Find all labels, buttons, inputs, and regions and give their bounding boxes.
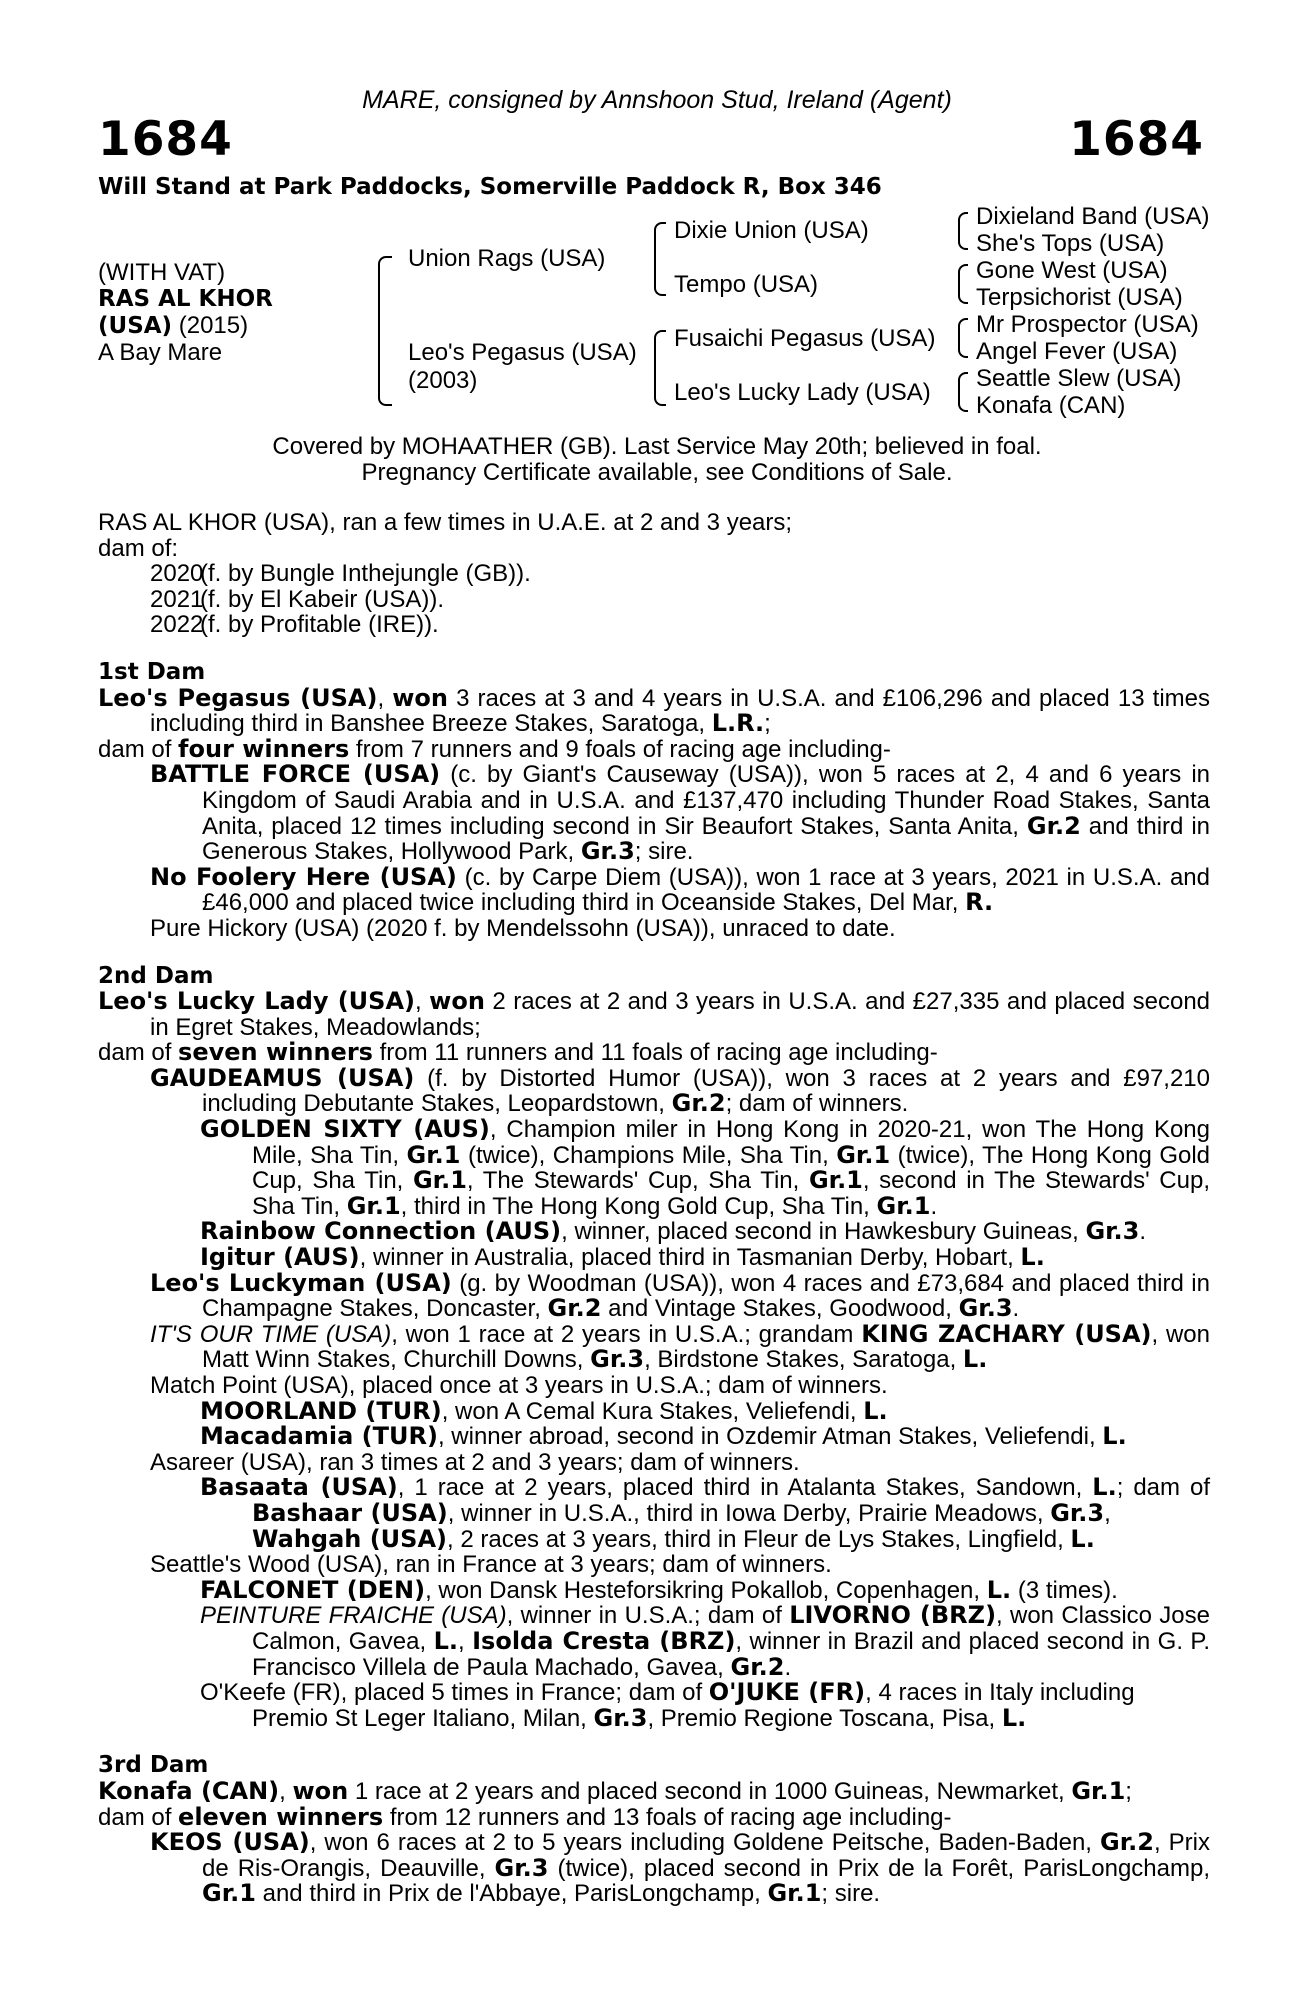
progeny-text: (twice), placed second in Prix de la Forêt, ParisLongchamp,	[548, 1854, 1210, 1882]
pedigree-dds: Seattle Slew (USA)	[976, 365, 1182, 392]
progeny-text: , Birdstone Stakes, Saratoga,	[644, 1346, 963, 1374]
grade: L.	[863, 1396, 888, 1425]
brace-gen3-2	[958, 264, 968, 304]
progeny-text: , 2 races at 3 years, third in Fleur de Lys Stakes, Lingfield,	[447, 1525, 1071, 1553]
progeny-text: .	[1139, 1218, 1147, 1246]
brace-gen2-top	[654, 222, 666, 296]
grade: Gr.1	[808, 1166, 863, 1195]
progeny-name: Leo's Luckyman (USA)	[150, 1268, 452, 1297]
grand-progeny-entry	[98, 1575, 1210, 1604]
third-dam-entry: Konafa (CAN), won 1 race at 2 years and placed second in 1000 Guineas, Newmarket, Gr.1;	[98, 1776, 1132, 1805]
dam-name: Konafa (CAN)	[98, 1776, 280, 1805]
second-dam-heading: 2nd Dam	[98, 962, 214, 989]
progeny-text: , 1 race at 2 years, placed third in Atalanta Stakes, Sandown,	[397, 1474, 1093, 1502]
progeny-text: , winner in U.S.A., third in Iowa Derby, Prairie Meadows,	[447, 1499, 1051, 1527]
progeny-name: KING ZACHARY (USA)	[861, 1319, 1152, 1348]
progeny-text: , winner in Australia, placed third in Tasmanian Derby, Hobart,	[359, 1244, 1021, 1272]
brace-gen3-1	[958, 212, 968, 250]
grand-progeny-entry	[98, 1524, 1210, 1553]
grade: Gr.1	[767, 1879, 822, 1908]
progeny-entry	[98, 1063, 1211, 1118]
horse-description: A Bay Mare	[98, 339, 223, 366]
progeny-name: Bashaar (USA)	[252, 1498, 448, 1527]
progeny-text: , won 1 race at 2 years in U.S.A.; grandam	[391, 1320, 862, 1348]
progeny-text: , Prix de Ris-Orangis, Deauville,	[202, 1829, 1210, 1882]
progeny-name: KEOS (USA)	[150, 1828, 310, 1857]
progeny-name: LIVORNO (BRZ)	[789, 1601, 997, 1630]
progeny-entry	[98, 1268, 1210, 1323]
progeny-text: ,	[458, 1627, 473, 1655]
progeny-text: and third in Prix de l'Abbaye, ParisLongchamp,	[255, 1880, 768, 1908]
progeny-text: , Premio Regione Toscana, Pisa,	[647, 1704, 1002, 1732]
progeny-entry: Seattle's Wood (USA), ran in France at 3 years; dam of winners.	[150, 1551, 832, 1579]
progeny-text: and third in Generous Stakes, Hollywood Park,	[202, 812, 1210, 866]
grand-progeny-entry	[98, 1245, 1210, 1271]
pedigree-sire-sire: Dixie Union (USA)	[674, 217, 869, 244]
progeny-text: (twice), The Hong Kong Gold Cup, Sha Tin,	[252, 1141, 1211, 1195]
grade: Gr.1	[202, 1879, 256, 1908]
grade: Gr.1	[836, 1140, 891, 1169]
progeny-text: , Champion miler in Hong Kong in 2020-21, won The Hong Kong Mile, Sha Tin,	[252, 1116, 1210, 1169]
third-dam-damof	[98, 1802, 1210, 1831]
grand-progeny-entry	[98, 1117, 1210, 1219]
progeny-name: Isolda Cresta (BRZ)	[472, 1626, 736, 1655]
progeny-text: , winner, placed second in Hawkesbury Guineas,	[561, 1218, 1086, 1246]
grade: L.	[1070, 1524, 1095, 1553]
pedigree-dam-year: (2003)	[408, 367, 478, 394]
won-label: won	[392, 683, 448, 712]
brace-gen1	[378, 256, 392, 406]
progeny-entry: Match Point (USA), placed once at 3 years in U.S.A.; dam of winners.	[150, 1372, 888, 1399]
damof-text: from 7 runners and 9 foals of racing age including-	[349, 735, 891, 763]
progeny-entry	[98, 862, 1210, 917]
grade: Gr.2	[730, 1652, 785, 1681]
grade: Gr.2	[1026, 811, 1081, 840]
progeny-name: GAUDEAMUS (USA)	[150, 1063, 415, 1092]
covering-line-2: Pregnancy Certificate available, see Conditions of Sale.	[361, 459, 953, 486]
grade: Gr.3	[958, 1294, 1013, 1323]
pedigree-dam: Leo's Pegasus (USA)	[408, 339, 637, 366]
foal-row	[98, 587, 1210, 613]
grade: Gr.1	[412, 1166, 467, 1195]
progeny-text: , won A Cemal Kura Stakes, Veliefendi,	[441, 1397, 864, 1425]
progeny-name: Wahgah (USA)	[252, 1524, 447, 1553]
progeny-text: , won Classico Jose Calmon, Gavea,	[252, 1602, 1211, 1655]
third-dam-heading: 3rd Dam	[98, 1752, 209, 1779]
produce-record	[98, 510, 1210, 1907]
progeny-text: (3 times).	[1011, 1576, 1118, 1604]
damof-text: from 12 runners and 13 foals of racing age including-	[383, 1803, 952, 1831]
grade: L.	[1092, 1473, 1117, 1502]
grade: Gr.1	[1071, 1776, 1126, 1805]
horse-country: (USA)	[98, 313, 173, 339]
grade: Gr.2	[547, 1294, 602, 1323]
covering-note	[0, 434, 1314, 486]
progeny-text: (g. by Woodman (USA)), won 4 races and £73,684 and placed third in Champagne Stakes, Doncaster,	[202, 1269, 1210, 1323]
progeny-text: ; sire.	[821, 1880, 881, 1908]
progeny-text: , second in The Stewards' Cup, Sha Tin,	[252, 1167, 1210, 1220]
progeny-text: , won Dansk Hesteforsikring Pokallob, Copenhagen,	[425, 1576, 987, 1604]
progeny-text: ; sire.	[634, 838, 694, 866]
progeny-name: BATTLE FORCE (USA)	[150, 760, 441, 789]
first-dam-entry: Leo's Pegasus (USA), won 3 races at 3 and 4 years in U.S.A. and £106,296 and placed 13 times including third in Banshee Breeze Stakes, Saratoga, L.R.;	[98, 683, 1210, 738]
progeny-text: , 4 races in Italy including Premio St Leger Italiano, Milan,	[252, 1679, 1135, 1732]
progeny-text: .	[1012, 1295, 1020, 1323]
grade: L.	[962, 1345, 988, 1374]
grade: Gr.3	[494, 1853, 549, 1882]
winners-count: seven winners	[178, 1038, 373, 1067]
grade: Gr.3	[590, 1345, 645, 1374]
dam-text: ;	[764, 710, 771, 738]
progeny-name: Basaata (USA)	[200, 1473, 398, 1502]
progeny-entry	[98, 762, 1210, 864]
stand-location: Will Stand at Park Paddocks, Somerville Paddock R, Box 346	[98, 174, 882, 200]
dam-text: 1 race at 2 years and placed second in 1000 Guineas, Newmarket,	[348, 1777, 1072, 1805]
pedigree-ddd: Konafa (CAN)	[976, 392, 1126, 419]
grand-progeny-entry	[98, 1603, 1210, 1680]
grade: L.	[986, 1575, 1012, 1604]
progeny-text: , The Stewards' Cup, Sha Tin,	[466, 1167, 809, 1195]
record-dam-of: dam of:	[98, 534, 179, 562]
progeny-entry	[98, 1319, 1210, 1374]
progeny-text: ,	[1104, 1499, 1111, 1527]
foal-text: (f. by El Kabeir (USA)).	[200, 585, 445, 613]
record-intro: RAS AL KHOR (USA), ran a few times in U.A.E. at 2 and 3 years;	[98, 509, 793, 536]
damof-text: dam of	[98, 1803, 179, 1831]
progeny-name: Igitur (AUS)	[200, 1243, 360, 1272]
foal-row	[98, 612, 1210, 638]
vat-note: (WITH VAT)	[98, 259, 226, 286]
grade: Gr.2	[1100, 1828, 1154, 1857]
pedigree-dss: Mr Prospector (USA)	[976, 311, 1199, 338]
pedigree-sss: Dixieland Band (USA)	[976, 203, 1210, 230]
progeny-name: O'JUKE (FR)	[708, 1678, 866, 1707]
grade: Gr.3	[1085, 1217, 1140, 1246]
grand-progeny-entry	[98, 1475, 1210, 1526]
progeny-entry	[98, 1830, 1210, 1907]
lot-number-right: 1684	[1069, 112, 1204, 167]
foal-text: (f. by Profitable (IRE)).	[200, 611, 439, 639]
damof-text: dam of	[98, 735, 179, 763]
grade: L.R.	[711, 709, 765, 738]
progeny-name: Rainbow Connection (AUS)	[200, 1217, 562, 1246]
grade: R.	[965, 888, 994, 917]
progeny-name: GOLDEN SIXTY (AUS)	[200, 1115, 490, 1144]
dam-text: ;	[1125, 1777, 1132, 1805]
progeny-text: O'Keefe (FR), placed 5 times in France; dam of	[200, 1679, 709, 1707]
progeny-name: Macadamia (TUR)	[200, 1422, 438, 1451]
progeny-text: ; dam of winners.	[725, 1090, 909, 1118]
pedigree-ssd: She's Tops (USA)	[976, 230, 1165, 257]
progeny-name: MOORLAND (TUR)	[200, 1396, 442, 1425]
brace-gen3-3	[958, 318, 968, 358]
progeny-text: ; dam of	[1116, 1474, 1210, 1502]
progeny-name: FALCONET (DEN)	[200, 1575, 426, 1604]
pedigree-sdd: Terpsichorist (USA)	[976, 284, 1183, 311]
horse-origin-year	[98, 313, 248, 339]
dam-name: Leo's Pegasus (USA)	[98, 683, 378, 712]
second-dam-entry: Leo's Lucky Lady (USA), won 2 races at 2 and 3 years in U.S.A. and £27,335 and placed second in Egret Stakes, Meadowlands;	[98, 987, 1211, 1041]
grade: Gr.1	[346, 1191, 401, 1220]
grand-progeny-entry	[98, 1396, 1210, 1425]
won-label: won	[429, 987, 485, 1016]
foal-year: 2020	[150, 560, 204, 588]
consignment-line: MARE, consigned by Annshoon Stud, Ireland (Agent)	[362, 86, 952, 114]
second-dam-damof	[98, 1040, 1210, 1066]
progeny-text: (f. by Distorted Humor (USA)), won 3 races at 2 years and £97,210 including Debutante Stakes, Leopardstown,	[202, 1064, 1211, 1118]
pedigree-sire-dam: Tempo (USA)	[674, 271, 819, 298]
damof-text: dam of	[98, 1039, 179, 1067]
lot-number-left: 1684	[98, 112, 233, 167]
progeny-text: , won Matt Winn Stakes, Churchill Downs,	[202, 1320, 1210, 1374]
damof-text: from 11 runners and 11 foals of racing age including-	[372, 1039, 938, 1067]
progeny-text: , winner in Brazil and placed second in G. P. Francisco Villela de Paula Machado, Gavea,	[252, 1627, 1210, 1681]
progeny-text: .	[784, 1653, 792, 1681]
grand-progeny-entry	[98, 1424, 1210, 1450]
dam-text: 2 races at 2 and 3 years in U.S.A. and £27,335 and placed second in Egret Stakes, Meadowlands;	[150, 988, 1211, 1041]
grade: L.	[1102, 1422, 1127, 1451]
horse-name: RAS AL KHOR	[98, 286, 273, 312]
pedigree-sds: Gone West (USA)	[976, 257, 1168, 284]
progeny-text: , winner in U.S.A.; dam of	[506, 1602, 790, 1630]
winners-count: eleven winners	[178, 1802, 384, 1831]
progeny-text: , third in The Hong Kong Gold Cup, Sha Tin,	[400, 1192, 877, 1220]
pedigree-dam-sire: Fusaichi Pegasus (USA)	[674, 325, 936, 352]
winners-count: four winners	[178, 734, 350, 763]
progeny-text: , won 6 races at 2 to 5 years including Goldene Peitsche, Baden-Baden,	[309, 1829, 1101, 1857]
progeny-text: and Vintage Stakes, Goodwood,	[601, 1295, 959, 1323]
first-dam-damof	[98, 734, 1210, 763]
progeny-text: , winner abroad, second in Ozdemir Atman Stakes, Veliefendi,	[437, 1423, 1103, 1451]
brace-gen2-bottom	[654, 330, 666, 406]
grade: L.	[1020, 1243, 1045, 1272]
brace-gen3-4	[958, 372, 968, 412]
progeny-entry: Pure Hickory (USA) (2020 f. by Mendelssohn (USA)), unraced to date.	[150, 914, 896, 942]
grand-progeny-entry	[98, 1680, 1210, 1731]
grade: L.	[433, 1626, 459, 1655]
grade: L.	[1001, 1703, 1027, 1732]
grade: Gr.3	[593, 1703, 648, 1732]
foal-year: 2022	[150, 611, 204, 639]
first-dam-heading: 1st Dam	[98, 658, 206, 685]
grade: Gr.1	[876, 1191, 931, 1220]
horse-year: (2015)	[172, 312, 249, 339]
foal-row	[98, 561, 1210, 587]
dam-text: 3 races at 3 and 4 years in U.S.A. and £106,296 and placed 13 times including third in Banshee Breeze Stakes, Saratoga,	[150, 684, 1210, 738]
won-label: won	[292, 1776, 349, 1805]
grade: Gr.3	[580, 837, 635, 866]
progeny-name: IT'S OUR TIME (USA)	[150, 1320, 392, 1348]
grand-progeny-entry	[98, 1219, 1210, 1245]
pedigree-dsd: Angel Fever (USA)	[976, 338, 1178, 365]
progeny-text: (c. by Giant's Causeway (USA)), won 5 races at 2, 4 and 6 years in Kingdom of Saudi Arabia and in U.S.A. and £137,470 including Thunder Road Stakes, Santa Anita, placed 12 times including second in Sir Beaufort Stakes, Santa Anita,	[202, 761, 1211, 840]
grade: Gr.2	[671, 1089, 726, 1118]
progeny-name: No Foolery Here (USA)	[150, 862, 457, 891]
progeny-entry: Asareer (USA), ran 3 times at 2 and 3 years; dam of winners.	[150, 1448, 800, 1476]
dam-name: Leo's Lucky Lady (USA)	[98, 987, 415, 1016]
grade: Gr.3	[1050, 1498, 1105, 1527]
grade: Gr.1	[406, 1140, 461, 1169]
covering-line-1: Covered by MOHAATHER (GB). Last Service May 20th; believed in foal.	[272, 433, 1042, 460]
progeny-text: .	[930, 1192, 938, 1220]
pedigree-sire: Union Rags (USA)	[408, 245, 606, 272]
foal-text: (f. by Bungle Inthejungle (GB)).	[200, 560, 531, 588]
progeny-text: (c. by Carpe Diem (USA)), won 1 race at 3 years, 2021 in U.S.A. and £46,000 and placed twice including third in Oceanside Stakes, Del Mar,	[202, 863, 1210, 917]
pedigree-dam-dam: Leo's Lucky Lady (USA)	[674, 379, 931, 406]
foal-year: 2021	[150, 585, 204, 613]
progeny-name: PEINTURE FRAICHE (USA)	[200, 1602, 507, 1630]
progeny-text: (twice), Champions Mile, Sha Tin,	[460, 1141, 837, 1169]
